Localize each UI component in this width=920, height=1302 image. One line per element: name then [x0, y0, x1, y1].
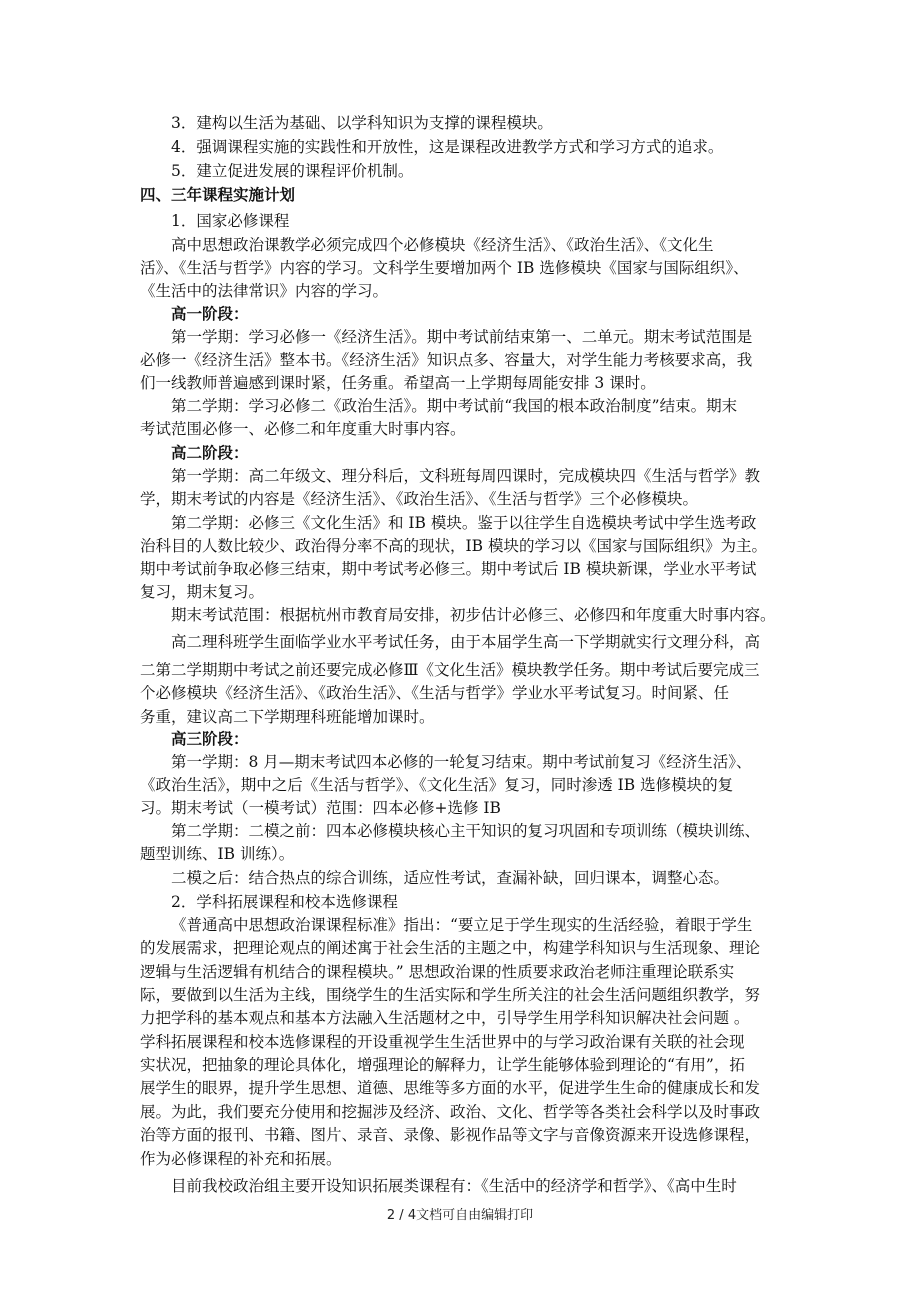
page-footer: 2 / 4文档可自由编辑打印	[386, 1208, 534, 1223]
text-line: 第一学期：8 月—期末考试四本必修的一轮复习结束。期中考试前复习《经济生活》、	[171, 753, 752, 771]
text-line: 务重，建议高二下学期理科班能增加课时。	[140, 708, 435, 726]
section-heading: 高一阶段：	[171, 304, 249, 323]
text-line: 学科拓展课程和校本选修课程的开设重视学生生活世界中的与学习政治课有关联的社会现	[140, 1033, 745, 1051]
text-line: 2．学科拓展课程和校本选修课程	[171, 893, 398, 911]
text-line: 展。为此，我们要充分使用和挖掘涉及经济、政治、文化、哲学等各类社会科学以及时事政	[140, 1103, 761, 1121]
text-line: 5．建立促进发展的课程评价机制。	[171, 162, 414, 180]
text-line: 题型训练、IB 训练）。	[140, 845, 295, 863]
text-line: 习。期末考试（一模考试）范围：四本必修+选修 IB	[140, 799, 501, 817]
text-line: 力把学科的基本观点和基本方法融入生活题材之中，引导学生用学科知识解决社会问题 。	[140, 1009, 750, 1027]
text-line: 第二学期：二模之前：四本必修模块核心主干知识的复习巩固和专项训练（模块训练、	[171, 822, 761, 840]
text-line: 复习，期末复习。	[140, 583, 265, 601]
text-line: 治等方面的报刊、书籍、图片、录音、录像、影视作品等文字与音像资源来开设选修课程，	[140, 1126, 761, 1144]
text-line: 展学生的眼界，提升学生思想、道德、思维等多方面的水平，促进学生生命的健康成长和发	[140, 1079, 761, 1097]
text-line: 个必修模块《经济生活》、《政治生活》、《生活与哲学》学业水平考试复习。时间紧、任	[140, 684, 730, 702]
text-line: 《普通高中思想政治课课程标准》指出：“要立足于学生现实的生活经验，着眼于学生	[171, 916, 753, 934]
text-line: 第二学期：必修三《文化生活》和 IB 模块。鉴于以往学生自选模块考试中学生选考政	[171, 514, 757, 532]
text-line: 活》、《生活与哲学》内容的学习。文科学生要增加两个 IB 选修模块《国家与国际组织》、	[140, 259, 749, 277]
text-line: 高二理科班学生面临学业水平考试任务，由于本届学生高一下学期就实行文理分科，高	[171, 633, 761, 651]
text-line: 二模之后：结合热点的综合训练，适应性考试，查漏补缺，回归课本，调整心态。	[171, 869, 730, 887]
text-line: 必修一《经济生活》整本书。《经济生活》知识点多、容量大，对学生能力考核要求高，我	[140, 351, 753, 369]
text-line: 们一线教师普遍感到课时紧，任务重。希望高一上学期每周能安排 3 课时。	[140, 374, 656, 392]
section-heading: 高三阶段：	[171, 729, 249, 748]
text-line: 的发展需求，把理论观点的阐述寓于社会生活的主题之中，构建学科知识与生活现象、理论	[140, 939, 761, 957]
text-line: 第一学期：高二年级文、理分科后，文科班每周四课时，完成模块四《生活与哲学》教	[171, 467, 761, 485]
text-line: 《政治生活》，期中之后《生活与哲学》、《文化生活》复习，同时渗透 IB 选修模块的复	[140, 776, 734, 794]
text-line: 1．国家必修课程	[171, 212, 290, 230]
text-line: 期末考试范围：根据杭州市教育局安排，初步估计必修三、必修四和年度重大时事内容。	[171, 606, 776, 624]
text-line: 目前我校政治组主要开设知识拓展类课程有：《生活中的经济学和哲学》、《高中生时	[171, 1177, 737, 1195]
section-heading: 高二阶段：	[171, 443, 249, 462]
text-line: 3．建构以生活为基础、以学科知识为支撑的课程模块。	[171, 114, 553, 132]
text-line: 第一学期：学习必修一《经济生活》。期中考试前结束第一、二单元。期末考试范围是	[171, 328, 753, 346]
text-line: 考试范围必修一、必修二和年度重大时事内容。	[140, 420, 466, 438]
section-heading: 四、三年课程实施计划	[140, 185, 296, 204]
text-line: 高中思想政治课教学必须完成四个必修模块《经济生活》、《政治生活》、《文化生	[171, 236, 714, 254]
text-line: 期中考试前争取必修三结束，期中考试考必修三。期中考试后 IB 模块新课，学业水平考试	[140, 560, 757, 578]
text-line: 二第二学期期中考试之前还要完成必修Ⅲ《文化生活》模块教学任务。期中考试后要完成三	[140, 661, 760, 679]
text-line: 4．强调课程实施的实践性和开放性，这是课程改进教学方式和学习方式的追求。	[171, 138, 724, 156]
text-line: 实状况，把抽象的理论具体化，增强理论的解释力，让学生能够体验到理论的“有用”，拓	[140, 1056, 745, 1074]
text-line: 《生活中的法律常识》内容的学习。	[140, 282, 389, 300]
text-line: 逻辑与生活逻辑有机结合的课程模块。” 思想政治课的性质要求政治老师注重理论联系实	[140, 963, 735, 981]
text-line: 第二学期：学习必修二《政治生活》。期中考试前“我国的根本政治制度”结束。期末	[171, 397, 738, 415]
text-line: 治科目的人数比较少、政治得分率不高的现状，IB 模块的学习以《国家与国际组织》为主。	[140, 537, 767, 555]
text-line: 作为必修课程的补充和拓展。	[140, 1150, 342, 1168]
text-line: 际，要做到以生活为主线，围绕学生的生活实际和学生所关注的社会生活问题组织教学，努	[140, 986, 761, 1004]
text-line: 学，期末考试的内容是《经济生活》、《政治生活》、《生活与哲学》三个必修模块。	[140, 490, 699, 508]
